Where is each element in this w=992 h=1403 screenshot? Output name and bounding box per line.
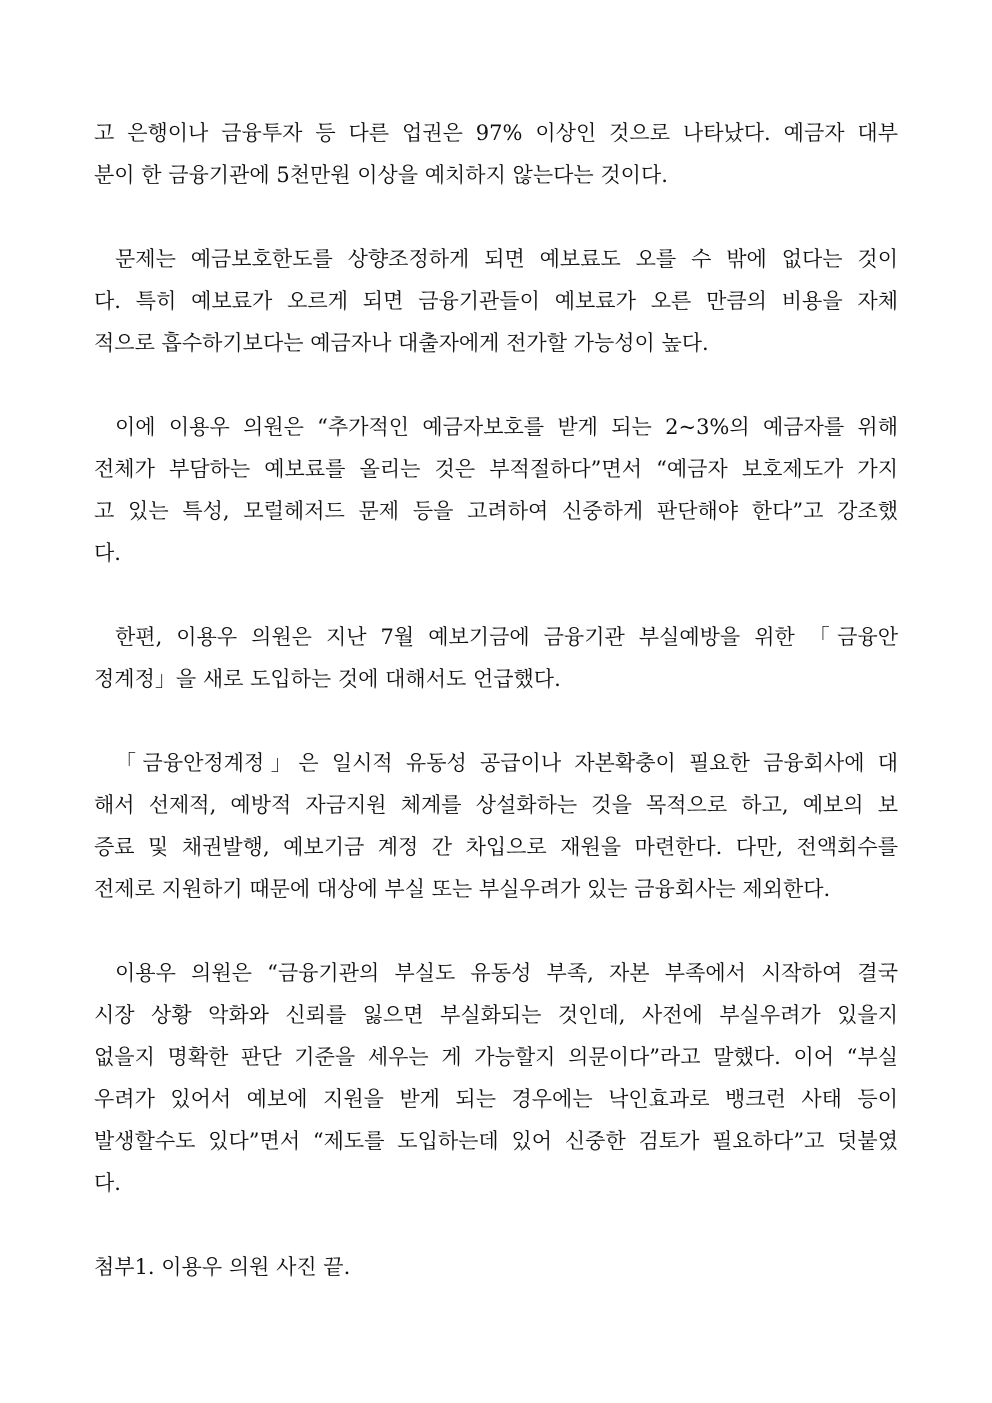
text-line: 고 있는 특성, 모럴헤저드 문제 등을 고려하여 신중하게 판단해야 한다”고 강조했 (94, 499, 898, 523)
paragraph-gap (94, 196, 898, 238)
text-line: 시장 상황 악화와 신뢰를 잃으면 부실화되는 것인데, 사전에 부실우려가 있을지 (94, 1003, 898, 1027)
paragraph-1 (94, 112, 898, 196)
paragraph-gap (94, 364, 898, 406)
text-line: 이에 이용우 의원은 “추가적인 예금자보호를 받게 되는 2~3%의 예금자를 위해 (115, 415, 898, 439)
text-line: 문제는 예금보호한도를 상향조정하게 되면 예보료도 오를 수 밖에 없다는 것이 (115, 247, 898, 271)
paragraph-gap (94, 910, 898, 952)
paragraph-2 (94, 238, 898, 364)
paragraph-5 (94, 742, 898, 910)
paragraph-6 (94, 952, 898, 1204)
paragraph-3 (94, 406, 898, 574)
text-line: 다. (94, 1171, 121, 1195)
closing-note: 첨부1. 이용우 의원 사진 끝. (94, 1255, 351, 1279)
paragraph-gap (94, 574, 898, 616)
text-line: 적으로 흡수하기보다는 예금자나 대출자에게 전가할 가능성이 높다. (94, 331, 709, 355)
text-line: 분이 한 금융기관에 5천만원 이상을 예치하지 않는다는 것이다. (94, 163, 668, 187)
text-line: 전체가 부담하는 예보료를 올리는 것은 부적절하다”면서 “예금자 보호제도가 가지 (94, 457, 898, 481)
text-line: 「금융안정계정」은 일시적 유동성 공급이나 자본확충이 필요한 금융회사에 대 (115, 751, 898, 775)
paragraph-gap (94, 1204, 898, 1246)
text-line: 한편, 이용우 의원은 지난 7월 예보기금에 금융기관 부실예방을 위한 「금융안 (115, 625, 898, 649)
text-line: 다. 특히 예보료가 오르게 되면 금융기관들이 예보료가 오른 만큼의 비용을 자체 (94, 289, 898, 313)
paragraph-4 (94, 616, 898, 700)
text-line: 전제로 지원하기 때문에 대상에 부실 또는 부실우려가 있는 금융회사는 제외한다. (94, 877, 831, 901)
paragraph-gap (94, 700, 898, 742)
text-line: 정계정」을 새로 도입하는 것에 대해서도 언급했다. (94, 667, 561, 691)
document-body (94, 112, 898, 1288)
text-line: 우려가 있어서 예보에 지원을 받게 되는 경우에는 낙인효과로 뱅크런 사태 등이 (94, 1087, 898, 1111)
text-line: 발생할수도 있다”면서 “제도를 도입하는데 있어 신중한 검토가 필요하다”고 덧붙였 (94, 1129, 898, 1153)
text-line: 고 은행이나 금융투자 등 다른 업권은 97% 이상인 것으로 나타났다. 예금자 대부 (94, 121, 898, 145)
text-line: 이용우 의원은 “금융기관의 부실도 유동성 부족, 자본 부족에서 시작하여 결국 (115, 961, 898, 985)
text-line: 증료 및 채권발행, 예보기금 계정 간 차입으로 재원을 마련한다. 다만, 전액회수를 (94, 835, 898, 859)
text-line: 없을지 명확한 판단 기준을 세우는 게 가능할지 의문이다”라고 말했다. 이어 “부실 (94, 1045, 898, 1069)
text-line: 해서 선제적, 예방적 자금지원 체계를 상설화하는 것을 목적으로 하고, 예보의 보 (94, 793, 898, 817)
text-line: 다. (94, 541, 121, 565)
